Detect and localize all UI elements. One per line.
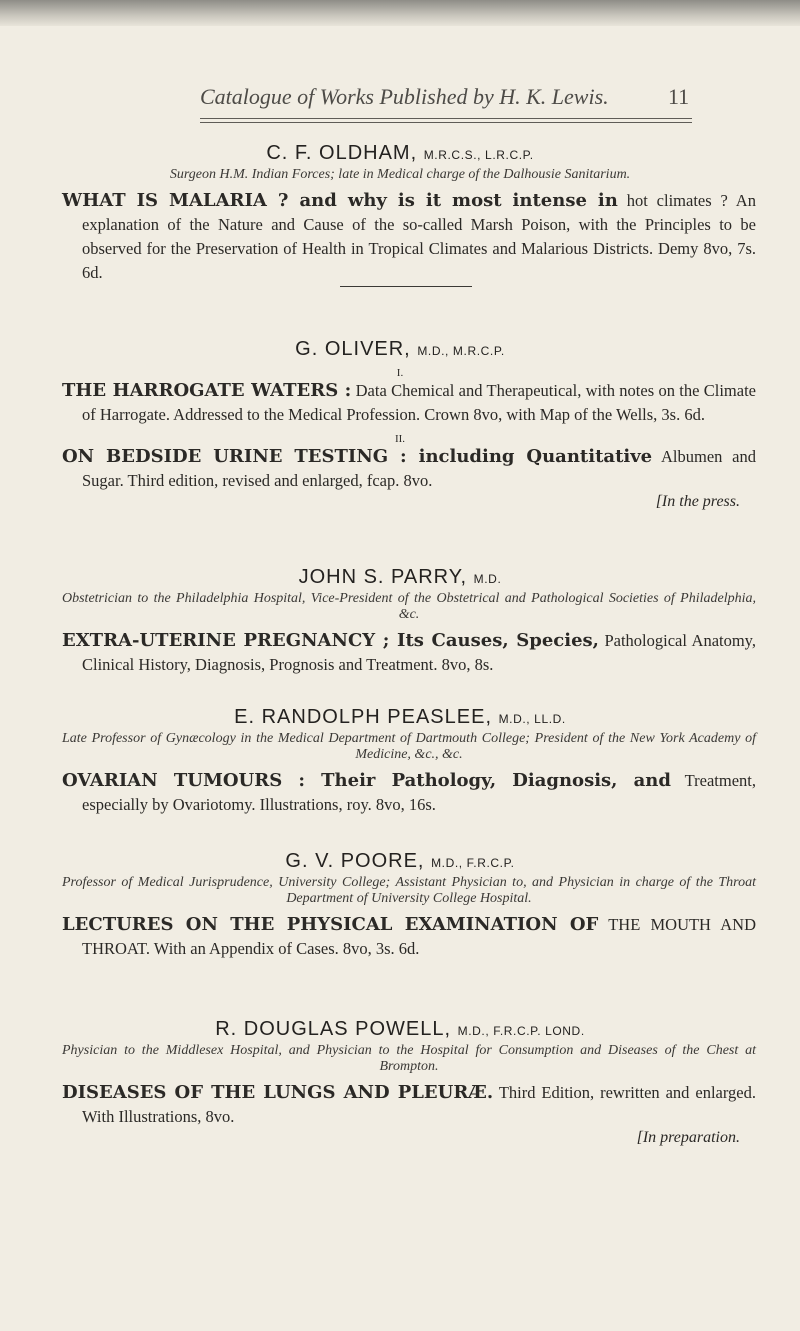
work-entry <box>0 445 800 493</box>
author-affiliation: Professor of Medical Jurisprudence, University College; Assistant Physician to, and Physician in charge of the Throat Department of University College Hospital. <box>62 875 756 906</box>
author-name: JOHN S. PARRY, <box>298 566 468 588</box>
work-numeral: II. <box>394 433 406 445</box>
work-entry <box>0 189 800 285</box>
author-credentials: M.D., F.R.C.P. LOND. <box>457 1024 585 1038</box>
author-entry-poore <box>0 850 800 961</box>
header-rule <box>200 122 692 123</box>
work-title: EXTRA-UTERINE PREGNANCY ; Its Causes, Species, <box>62 630 599 651</box>
work-title: THE HARROGATE WATERS : <box>62 380 352 401</box>
author-credentials: M.D., M.R.C.P. <box>417 344 505 358</box>
work-description: Treatment, especially by Ovariotomy. Illustrations, roy. 8vo, 16s. <box>82 771 756 814</box>
work-title: LECTURES ON THE PHYSICAL EXAMINATION OF <box>62 914 599 935</box>
author-heading <box>0 338 800 361</box>
work-title: OVARIAN TUMOURS : Their Pathology, Diagnosis, and <box>62 770 671 791</box>
work-title: WHAT IS MALARIA ? and why is it most intense in <box>62 190 618 211</box>
publication-status: [In the press. <box>655 493 740 510</box>
author-entry-powell <box>0 1018 800 1147</box>
work-description: hot climates ? An explanation of the Nature and Cause of the so-called Marsh Poison, with the Principles to be observed for the Preservation of Health in Tropical Climates and Malarious Districts. Demy 8vo, 7s. 6d. <box>82 191 756 282</box>
work-entry <box>0 629 800 677</box>
author-entry-oldham <box>0 142 800 285</box>
author-heading <box>0 142 800 165</box>
author-name: G. V. POORE, <box>285 850 425 872</box>
author-name: C. F. OLDHAM, <box>266 142 418 164</box>
work-entry <box>0 769 800 817</box>
author-entry-parry <box>0 566 800 677</box>
author-affiliation: Physician to the Middlesex Hospital, and Physician to the Hospital for Consumption and Diseases of the Chest at Brompton. <box>62 1043 756 1074</box>
author-credentials: M.R.C.S., L.R.C.P. <box>423 148 534 162</box>
author-heading <box>0 706 800 729</box>
work-description: Pathological Anatomy, Clinical History, Diagnosis, Prognosis and Treatment. 8vo, 8s. <box>82 631 756 674</box>
header-title: Catalogue of Works Published by H. K. Lewis. <box>200 84 609 109</box>
author-credentials: M.D. <box>473 572 502 586</box>
author-affiliation: Obstetrician to the Philadelphia Hospital, Vice-President of the Obstetrical and Pathological Societies of Philadelphia, &c. <box>62 591 756 622</box>
work-title: ON BEDSIDE URINE TESTING : including Quantitative <box>62 446 653 467</box>
author-name: R. DOUGLAS POWELL, <box>215 1018 452 1040</box>
author-affiliation: Late Professor of Gynæcology in the Medical Department of Dartmouth College; President of the New York Academy of Medicine, &c., &c. <box>62 731 756 762</box>
publication-status: [In preparation. <box>636 1129 740 1146</box>
author-heading <box>0 566 800 589</box>
work-entry <box>0 913 800 961</box>
work-entry <box>0 379 800 427</box>
scan-top-edge <box>0 0 800 26</box>
author-entry-oliver <box>0 338 800 511</box>
work-numeral: I. <box>396 367 404 379</box>
work-description: Data Chemical and Therapeutical, with notes on the Climate of Harrogate. Addressed to the Medical Profession. Crown 8vo, with Map of the Wells, 3s. 6d. <box>82 381 756 424</box>
header-rule <box>200 118 692 119</box>
author-credentials: M.D., LL.D. <box>498 712 566 726</box>
author-name: G. OLIVER, <box>295 338 411 360</box>
author-credentials: M.D., F.R.C.P. <box>431 856 515 870</box>
work-description: THE MOUTH AND THROAT. With an Appendix of Cases. 8vo, 3s. 6d. <box>82 915 756 958</box>
work-entry <box>0 1081 800 1129</box>
page-number: 11 <box>668 84 690 109</box>
author-heading <box>0 1018 800 1041</box>
author-affiliation: Surgeon H.M. Indian Forces; late in Medical charge of the Dalhousie Sanitarium. <box>169 167 631 182</box>
author-name: E. RANDOLPH PEASLEE, <box>234 706 493 728</box>
author-heading <box>0 850 800 873</box>
work-description: Third Edition, rewritten and enlarged. With Illustrations, 8vo. <box>82 1083 756 1126</box>
section-divider <box>340 286 472 287</box>
work-description: Albumen and Sugar. Third edition, revised and enlarged, fcap. 8vo. <box>82 447 756 490</box>
work-title: DISEASES OF THE LUNGS AND PLEURÆ. <box>62 1082 494 1103</box>
author-entry-peaslee <box>0 706 800 817</box>
